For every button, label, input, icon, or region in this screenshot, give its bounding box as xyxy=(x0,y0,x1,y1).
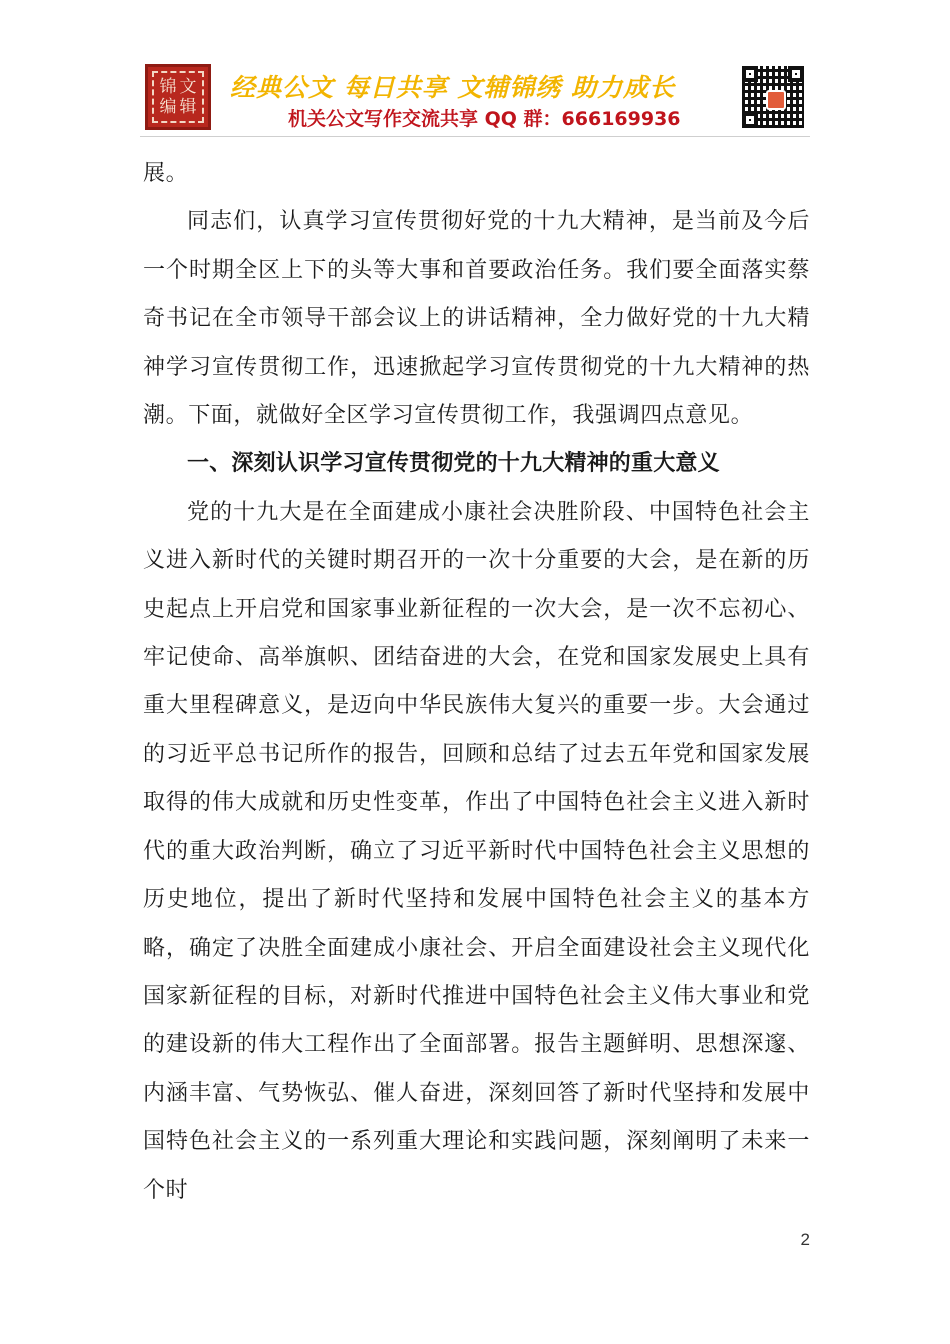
qr-finder-pattern xyxy=(788,66,804,82)
logo-characters xyxy=(158,77,198,117)
document-body xyxy=(143,150,810,1215)
header-divider xyxy=(140,136,810,137)
brand-seal-logo xyxy=(145,64,211,130)
page-header xyxy=(140,62,810,134)
qr-finder-pattern xyxy=(742,66,758,82)
header-slogan: 经典公文 每日共享 文辅锦绣 助力成长 xyxy=(230,73,676,102)
section-paragraph: 党的十九大是在全面建成小康社会决胜阶段、中国特色社会主义进入新时代的关键时期召开的一次十分重要的大会，是在新的历史起点上开启党和国家事业新征程的一次大会，是一次不忘初心、牢记使命、高举旗帜、团结奋进的大会，在党和国家发展史上具有重大里程碑意义，是迈向中华民族伟大复兴的重要一步。大会通过的习近平总书记所作的报告，回顾和总结了过去五年党和国家发展取得的伟大成就和历史性变革，作出了中国特色社会主义进入新时代的重大政治判断，确立了习近平新时代中国特色社会主义思想的历史地位，提出了新时代坚持和发展中国特色社会主义的基本方略，确定了决胜全面建成小康社会、开启全面建设社会主义现代化国家新征程的目标，对新时代推进中国特色社会主义伟大事业和党的建设新的伟大工程作出了全面部署。报告主题鲜明、思想深邃、内涵丰富、气势恢弘、催人奋进，深刻回答了新时代坚持和发展中国特色社会主义的一系列重大理论和实践问题，深刻阐明了未来一个时 xyxy=(143,499,810,1203)
body-paragraph: 展。 xyxy=(143,161,189,186)
logo-char: 锦 xyxy=(159,76,177,97)
section-heading: 一、深刻认识学习宣传贯彻党的十九大精神的重大意义 xyxy=(187,451,720,477)
logo-char: 编 xyxy=(159,96,177,117)
body-paragraph: 同志们，认真学习宣传贯彻好党的十九大精神，是当前及今后一个时期全区上下的头等大事和首要政治任务。我们要全面落实蔡奇书记在全市领导干部会议上的讲话精神，全力做好党的十九大精神学习宣传贯彻工作，迅速掀起学习宣传贯彻党的十九大精神的热潮。下面，就做好全区学习宣传贯彻工作，我强调四点意见。 xyxy=(143,209,810,429)
logo-char: 文 xyxy=(179,76,197,97)
page-number: 2 xyxy=(800,1230,810,1249)
qr-finder-pattern xyxy=(742,112,758,128)
qr-center-avatar-icon xyxy=(766,90,786,110)
logo-char: 辑 xyxy=(179,96,197,117)
header-qq-group: 机关公文写作交流共享 QQ 群：666169936 xyxy=(288,108,681,130)
qr-code-icon xyxy=(740,64,806,130)
